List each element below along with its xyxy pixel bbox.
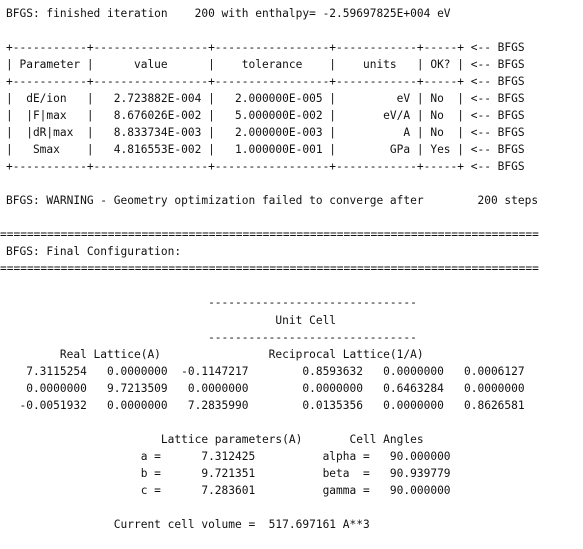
table-row: | dE/ion | 2.723882E-004 | 2.000000E-005 | eV | No | <-- BFGS [6,92,525,105]
separator-top: ================================================================================ [0,228,539,241]
lattice-row: 7.3115254 0.0000000 -0.1147217 0.8593632 0.0000000 0.0006127 [6,365,525,378]
final-configuration-title: BFGS: Final Configuration: [6,245,182,258]
table-border-top: +-----------+-----------------+-----------------+------------+-----+ <-- BFGS [6,41,525,54]
table-row: | |F|max | 8.676026E-002 | 5.000000E-002 | eV/A | No | <-- BFGS [6,109,525,122]
parameter-row: a = 7.312425 alpha = 90.000000 [6,450,451,463]
unit-cell-title: Unit Cell [6,314,337,327]
table-header-row: | Parameter | value | tolerance | units | OK? | <-- BFGS [6,58,525,71]
table-border-mid: +-----------+-----------------+-----------------+------------+-----+ <-- BFGS [6,75,525,88]
warning-line: BFGS: WARNING - Geometry optimization failed to converge after 200 steps [6,194,539,207]
cell-volume-line: Current cell volume = 517.697161 A**3 [6,518,370,531]
unit-cell-rule-bottom: ------------------------------- [6,331,417,344]
parameter-row: c = 7.283601 gamma = 90.000000 [6,484,451,497]
lattice-headers: Real Lattice(A) Reciprocal Lattice(1/A) [6,348,424,361]
table-row: | Smax | 4.816553E-002 | 1.000000E-001 | GPa | Yes | <-- BFGS [6,143,525,156]
lattice-row: -0.0051932 0.0000000 7.2835990 0.0135356 0.0000000 0.8626581 [6,399,525,412]
table-border-bottom: +-----------+-----------------+-----------------+------------+-----+ <-- BFGS [6,160,525,173]
table-row: | |dR|max | 8.833734E-003 | 2.000000E-003 | A | No | <-- BFGS [6,126,525,139]
lattice-row: 0.0000000 9.7213509 0.0000000 0.0000000 0.6463284 0.0000000 [6,382,525,395]
unit-cell-rule-top: ------------------------------- [6,296,417,309]
bfgs-status-line: BFGS: finished iteration 200 with enthalpy= -2.59697825E+004 eV [6,7,451,20]
parameter-row: b = 9.721351 beta = 90.939779 [6,467,451,480]
separator-bottom: ================================================================================ [0,262,539,275]
lattice-parameters-header: Lattice parameters(A) Cell Angles [6,433,424,446]
